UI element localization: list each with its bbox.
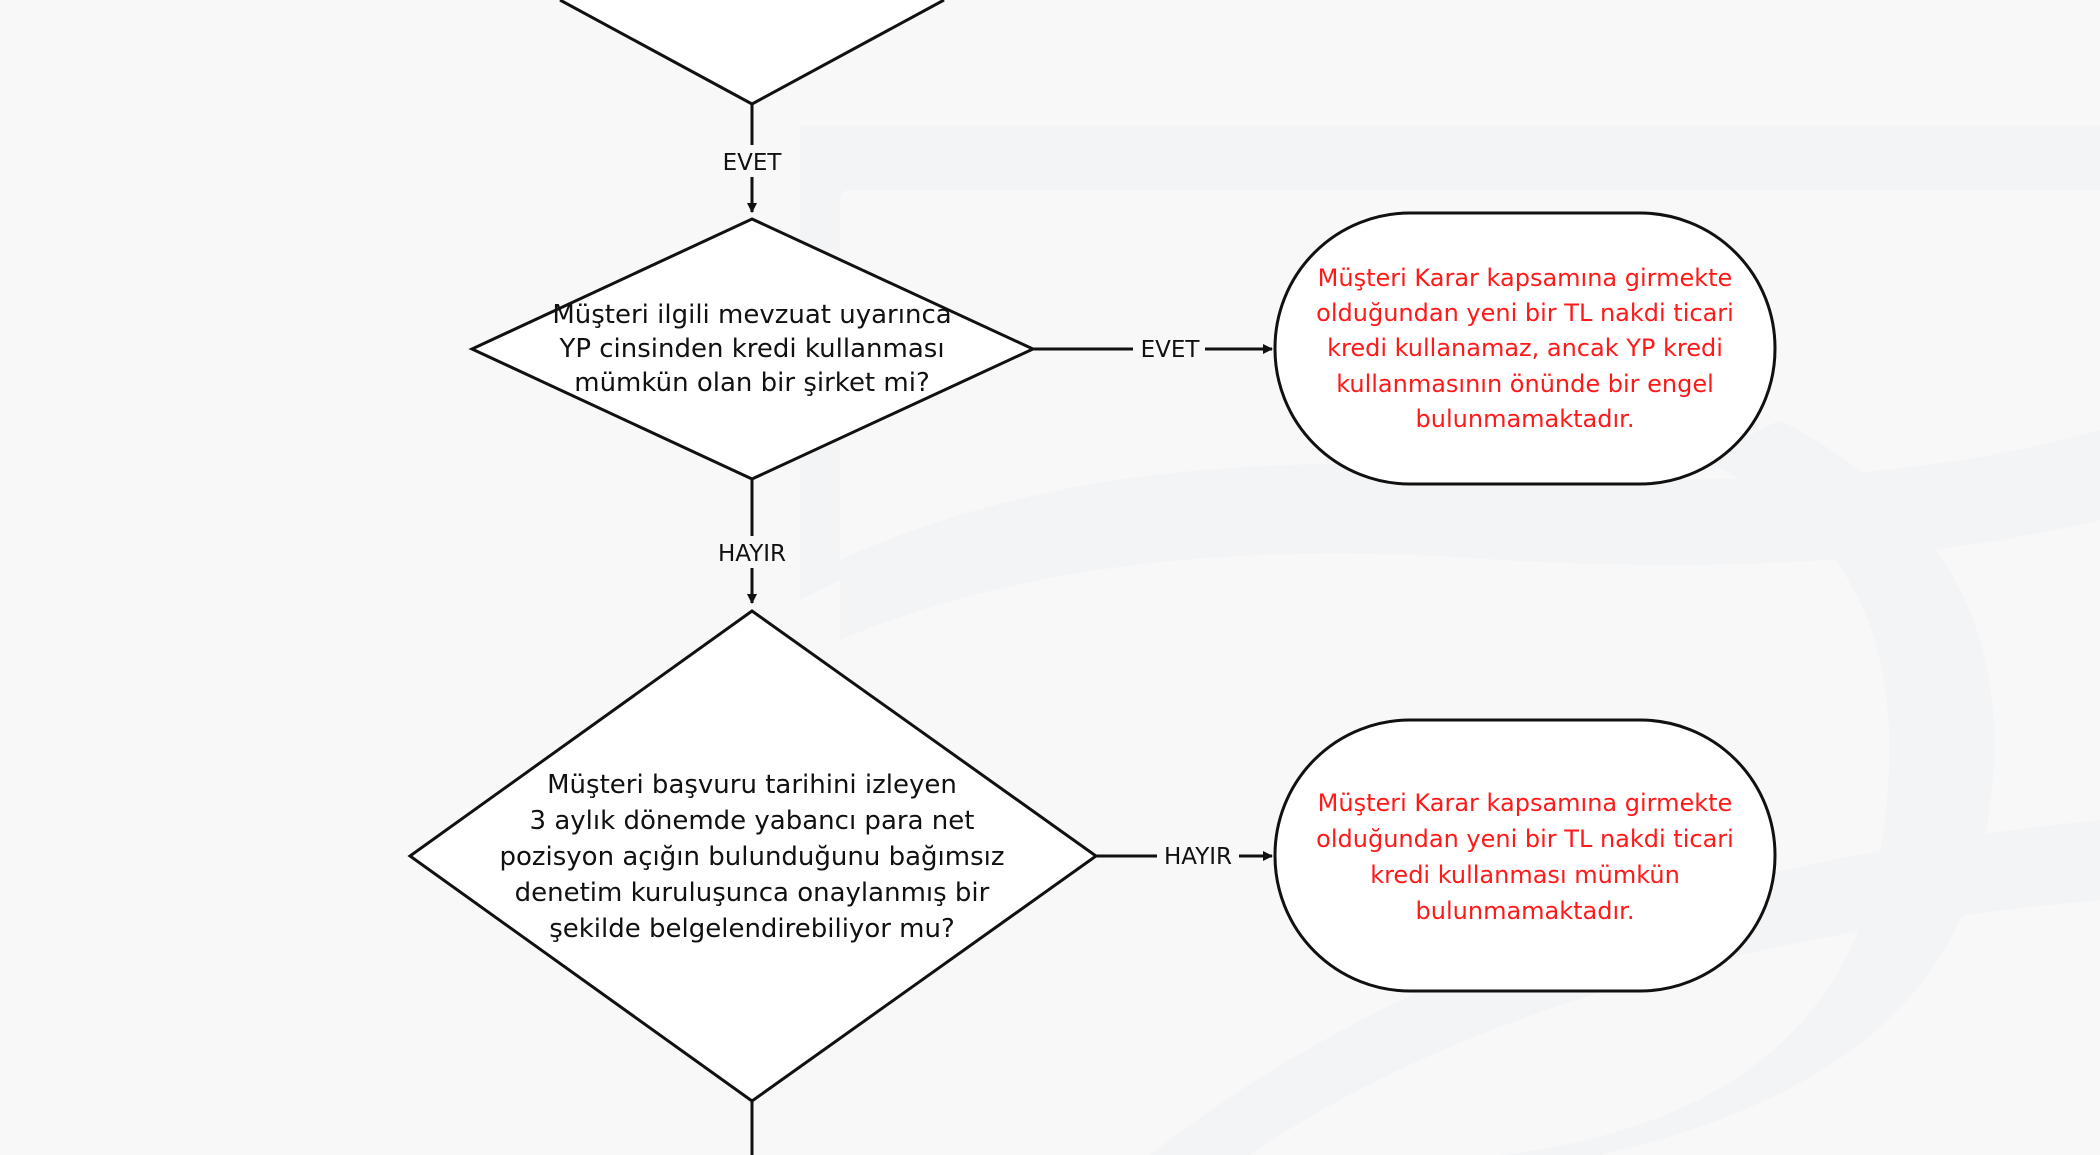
label-hayir-right: HAYIR <box>1163 844 1233 870</box>
outcome-terminal-2 <box>1275 720 1775 991</box>
label-evet-top: EVET <box>722 150 782 176</box>
question-1-line-2: YP cinsinden kredi kullanması <box>559 334 945 364</box>
outcome-1-line-1: Müşteri Karar kapsamına girmekte <box>1317 264 1733 292</box>
question-2-line-3: pozisyon açığın bulunduğunu bağımsız <box>499 842 1005 872</box>
question-2-line-4: denetim kuruluşunca onaylanmış bir <box>514 878 990 908</box>
outcome-2-line-3: kredi kullanması mümkün <box>1370 861 1680 889</box>
question-2-line-1: Müşteri başvuru tarihini izleyen <box>547 770 957 800</box>
question-1-line-1: Müşteri ilgili mevzuat uyarınca <box>552 300 952 330</box>
question-2-line-2: 3 aylık dönemde yabancı para net <box>529 806 975 836</box>
label-hayir-down: HAYIR <box>717 541 787 567</box>
outcome-1-line-4: kullanmasının önünde bir engel <box>1336 370 1714 398</box>
label-evet-right: EVET <box>1140 337 1200 363</box>
outcome-2-line-2: olduğundan yeni bir TL nakdi ticari <box>1316 825 1734 853</box>
outcome-2-line-4: bulunmamaktadır. <box>1415 897 1635 925</box>
outcome-1-line-3: kredi kullanamaz, ancak YP kredi <box>1327 334 1723 362</box>
previous-decision-diamond <box>560 0 944 104</box>
outcome-2-line-1: Müşteri Karar kapsamına girmekte <box>1317 789 1733 817</box>
question-2-line-5: şekilde belgelendirebiliyor mu? <box>549 914 955 944</box>
outcome-1-line-5: bulunmamaktadır. <box>1415 405 1635 433</box>
outcome-1-line-2: olduğundan yeni bir TL nakdi ticari <box>1316 299 1734 327</box>
question-1-line-3: mümkün olan bir şirket mi? <box>574 368 930 398</box>
